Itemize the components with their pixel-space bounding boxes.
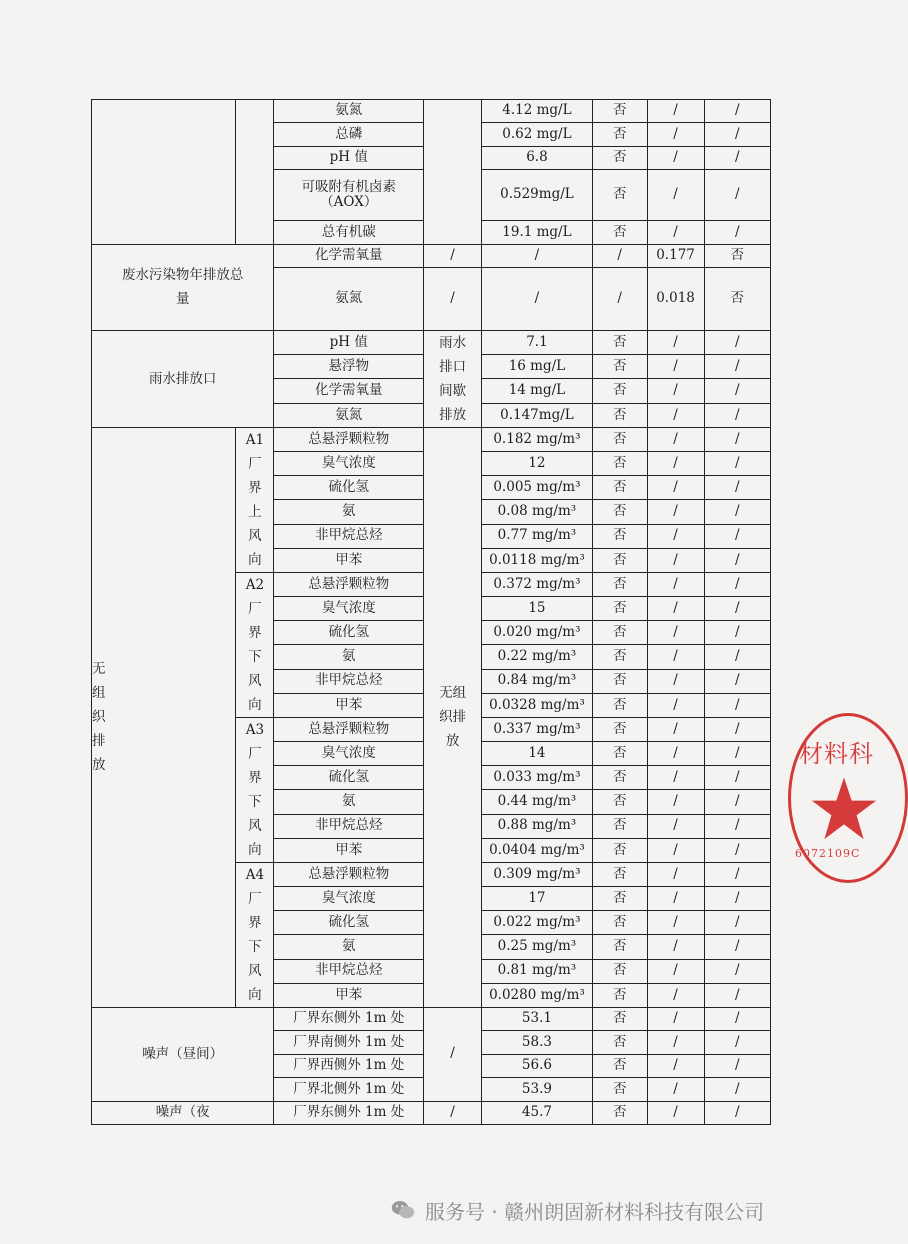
- exceed-cell: 否: [592, 427, 647, 451]
- value-cell: 0.033 mg/m³: [482, 766, 593, 790]
- std-cell: /: [647, 572, 704, 596]
- value-cell: 0.22 mg/m³: [482, 645, 593, 669]
- std-cell: /: [647, 717, 704, 741]
- value-cell: 0.81 mg/m³: [482, 959, 593, 983]
- std-cell: /: [647, 742, 704, 766]
- std-cell: /: [647, 838, 704, 862]
- other-cell: /: [704, 123, 770, 146]
- mode-cell: /: [424, 1101, 482, 1124]
- table-row: [92, 427, 771, 451]
- table-row: [92, 100, 771, 123]
- other-cell: /: [704, 717, 770, 741]
- item-cell: 甲苯: [274, 838, 424, 862]
- std-cell: /: [647, 379, 704, 403]
- exceed-cell: 否: [592, 452, 647, 476]
- std-cell: /: [647, 548, 704, 572]
- item-cell: 氨: [274, 935, 424, 959]
- std-cell: /: [647, 330, 704, 354]
- mode-cell: 无组织排放: [424, 427, 482, 1007]
- other-cell: /: [704, 524, 770, 548]
- other-cell: /: [704, 100, 770, 123]
- table-row: [92, 244, 771, 267]
- value-cell: 0.0404 mg/m³: [482, 838, 593, 862]
- item-cell: 厂界北侧外 1m 处: [274, 1078, 424, 1101]
- category-cell: [92, 100, 236, 245]
- table-row: [92, 1101, 771, 1124]
- company-seal: [788, 713, 908, 883]
- item-cell: 可吸附有机卤素（AOX）: [274, 170, 424, 221]
- item-cell: 非甲烷总烃: [274, 959, 424, 983]
- value-cell: 0.0328 mg/m³: [482, 693, 593, 717]
- item-cell: 厂界西侧外 1m 处: [274, 1054, 424, 1077]
- mode-cell: 雨水排口间歇排放: [424, 330, 482, 427]
- other-cell: /: [704, 911, 770, 935]
- value-cell: 0.84 mg/m³: [482, 669, 593, 693]
- value-cell: 0.309 mg/m³: [482, 862, 593, 886]
- other-cell: /: [704, 403, 770, 427]
- other-cell: /: [704, 500, 770, 524]
- value-cell: 45.7: [482, 1101, 593, 1124]
- other-cell: /: [704, 983, 770, 1007]
- std-cell: /: [647, 935, 704, 959]
- value-cell: 0.182 mg/m³: [482, 427, 593, 451]
- exceed-cell: 否: [592, 355, 647, 379]
- value-cell: 58.3: [482, 1031, 593, 1054]
- star-icon: [809, 774, 879, 844]
- item-cell: 总悬浮颗粒物: [274, 427, 424, 451]
- std-cell: /: [647, 862, 704, 886]
- other-cell: /: [704, 379, 770, 403]
- other-cell: /: [704, 1054, 770, 1077]
- exceed-cell: 否: [592, 1101, 647, 1124]
- mode-cell: [424, 100, 482, 245]
- value-cell: 17: [482, 887, 593, 911]
- exceed-cell: 否: [592, 572, 647, 596]
- exceed-cell: 否: [592, 548, 647, 572]
- std-cell: /: [647, 790, 704, 814]
- other-cell: /: [704, 452, 770, 476]
- std-cell: 0.018: [647, 267, 704, 330]
- other-cell: /: [704, 935, 770, 959]
- other-cell: /: [704, 621, 770, 645]
- std-cell: /: [647, 911, 704, 935]
- value-cell: 56.6: [482, 1054, 593, 1077]
- exceed-cell: 否: [592, 838, 647, 862]
- value-cell: 0.77 mg/m³: [482, 524, 593, 548]
- std-cell: /: [647, 123, 704, 146]
- std-cell: /: [647, 100, 704, 123]
- value-cell: 0.005 mg/m³: [482, 476, 593, 500]
- item-cell: 甲苯: [274, 548, 424, 572]
- item-cell: 总悬浮颗粒物: [274, 862, 424, 886]
- item-cell: 非甲烷总烃: [274, 814, 424, 838]
- std-cell: /: [647, 221, 704, 244]
- mode-cell: /: [424, 1007, 482, 1101]
- std-cell: /: [647, 621, 704, 645]
- other-cell: /: [704, 814, 770, 838]
- value-cell: 4.12 mg/L: [482, 100, 593, 123]
- value-cell: /: [482, 267, 593, 330]
- item-cell: 总悬浮颗粒物: [274, 572, 424, 596]
- item-cell: 臭气浓度: [274, 597, 424, 621]
- exceed-cell: 否: [592, 330, 647, 354]
- value-cell: 0.62 mg/L: [482, 123, 593, 146]
- exceed-cell: /: [592, 267, 647, 330]
- exceed-cell: 否: [592, 790, 647, 814]
- other-cell: 否: [704, 244, 770, 267]
- other-cell: /: [704, 959, 770, 983]
- value-cell: 0.08 mg/m³: [482, 500, 593, 524]
- std-cell: /: [647, 645, 704, 669]
- std-cell: /: [647, 669, 704, 693]
- exceed-cell: 否: [592, 500, 647, 524]
- exceed-cell: 否: [592, 597, 647, 621]
- item-cell: 甲苯: [274, 693, 424, 717]
- std-cell: /: [647, 1078, 704, 1101]
- exceed-cell: 否: [592, 1007, 647, 1030]
- category-cell: 无组织排放: [92, 427, 236, 1007]
- exceed-cell: 否: [592, 379, 647, 403]
- exceed-cell: 否: [592, 742, 647, 766]
- exceed-cell: 否: [592, 814, 647, 838]
- item-cell: 硫化氢: [274, 476, 424, 500]
- value-cell: 7.1: [482, 330, 593, 354]
- std-cell: /: [647, 597, 704, 621]
- point-cell: A2厂界下风向: [236, 572, 274, 717]
- value-cell: 53.9: [482, 1078, 593, 1101]
- mode-cell: /: [424, 244, 482, 267]
- mode-cell: /: [424, 267, 482, 330]
- item-cell: 非甲烷总烃: [274, 669, 424, 693]
- item-cell: 总悬浮颗粒物: [274, 717, 424, 741]
- point-cell: A1厂界上风向: [236, 427, 274, 572]
- exceed-cell: 否: [592, 935, 647, 959]
- exceed-cell: 否: [592, 1078, 647, 1101]
- item-cell: pH 值: [274, 146, 424, 169]
- category-cell: 废水污染物年排放总量: [92, 244, 274, 330]
- value-cell: 0.020 mg/m³: [482, 621, 593, 645]
- footer-watermark: [391, 1196, 764, 1224]
- seal-top-text: 材料科: [799, 740, 874, 768]
- item-cell: 悬浮物: [274, 355, 424, 379]
- other-cell: /: [704, 742, 770, 766]
- item-cell: 氨氮: [274, 267, 424, 330]
- value-cell: 0.147mg/L: [482, 403, 593, 427]
- value-cell: 12: [482, 452, 593, 476]
- std-cell: /: [647, 766, 704, 790]
- category-cell: 雨水排放口: [92, 330, 274, 427]
- item-cell: 厂界东侧外 1m 处: [274, 1007, 424, 1030]
- item-cell: 臭气浓度: [274, 452, 424, 476]
- exceed-cell: 否: [592, 524, 647, 548]
- value-cell: 19.1 mg/L: [482, 221, 593, 244]
- value-cell: 0.337 mg/m³: [482, 717, 593, 741]
- exceed-cell: /: [592, 244, 647, 267]
- std-cell: /: [647, 170, 704, 221]
- std-cell: /: [647, 693, 704, 717]
- exceed-cell: 否: [592, 766, 647, 790]
- point-cell: A4厂界下风向: [236, 862, 274, 1007]
- item-cell: 氨氮: [274, 100, 424, 123]
- exceed-cell: 否: [592, 476, 647, 500]
- exceed-cell: 否: [592, 645, 647, 669]
- value-cell: 0.25 mg/m³: [482, 935, 593, 959]
- std-cell: /: [647, 476, 704, 500]
- exceed-cell: 否: [592, 717, 647, 741]
- item-cell: 甲苯: [274, 983, 424, 1007]
- exceed-cell: 否: [592, 693, 647, 717]
- exceed-cell: 否: [592, 862, 647, 886]
- other-cell: /: [704, 476, 770, 500]
- item-cell: 非甲烷总烃: [274, 524, 424, 548]
- std-cell: /: [647, 1101, 704, 1124]
- other-cell: /: [704, 330, 770, 354]
- value-cell: 0.0118 mg/m³: [482, 548, 593, 572]
- table-row: [92, 1007, 771, 1030]
- other-cell: /: [704, 1031, 770, 1054]
- std-cell: /: [647, 983, 704, 1007]
- item-cell: 硫化氢: [274, 621, 424, 645]
- point-cell: A3厂界下风向: [236, 717, 274, 862]
- exceed-cell: 否: [592, 403, 647, 427]
- other-cell: /: [704, 645, 770, 669]
- exceed-cell: 否: [592, 887, 647, 911]
- std-cell: 0.177: [647, 244, 704, 267]
- std-cell: /: [647, 500, 704, 524]
- exceed-cell: 否: [592, 170, 647, 221]
- other-cell: /: [704, 427, 770, 451]
- value-cell: 0.022 mg/m³: [482, 911, 593, 935]
- value-cell: 14 mg/L: [482, 379, 593, 403]
- item-cell: 硫化氢: [274, 911, 424, 935]
- exceed-cell: 否: [592, 100, 647, 123]
- other-cell: /: [704, 355, 770, 379]
- other-cell: /: [704, 862, 770, 886]
- value-cell: 6.8: [482, 146, 593, 169]
- exceed-cell: 否: [592, 123, 647, 146]
- item-cell: 总有机碳: [274, 221, 424, 244]
- other-cell: /: [704, 597, 770, 621]
- value-cell: 0.529mg/L: [482, 170, 593, 221]
- value-cell: 0.0280 mg/m³: [482, 983, 593, 1007]
- item-cell: 化学需氧量: [274, 244, 424, 267]
- item-cell: 硫化氢: [274, 766, 424, 790]
- other-cell: /: [704, 790, 770, 814]
- seal-bottom-text: 6072109C: [795, 847, 861, 860]
- value-cell: 0.372 mg/m³: [482, 572, 593, 596]
- value-cell: 0.44 mg/m³: [482, 790, 593, 814]
- other-cell: /: [704, 572, 770, 596]
- std-cell: /: [647, 355, 704, 379]
- table-row: [92, 330, 771, 354]
- other-cell: /: [704, 1101, 770, 1124]
- item-cell: 臭气浓度: [274, 742, 424, 766]
- item-cell: 厂界东侧外 1m 处: [274, 1101, 424, 1124]
- std-cell: /: [647, 146, 704, 169]
- value-cell: 15: [482, 597, 593, 621]
- other-cell: 否: [704, 267, 770, 330]
- std-cell: /: [647, 1054, 704, 1077]
- item-cell: 化学需氧量: [274, 379, 424, 403]
- value-cell: 53.1: [482, 1007, 593, 1030]
- point-cell: [236, 100, 274, 245]
- std-cell: /: [647, 427, 704, 451]
- other-cell: /: [704, 1078, 770, 1101]
- exceed-cell: 否: [592, 911, 647, 935]
- other-cell: /: [704, 548, 770, 572]
- item-cell: 臭气浓度: [274, 887, 424, 911]
- footer-text: 服务号 · 赣州朗固新材料科技有限公司: [425, 1199, 765, 1224]
- value-cell: /: [482, 244, 593, 267]
- exceed-cell: 否: [592, 1031, 647, 1054]
- std-cell: /: [647, 403, 704, 427]
- other-cell: /: [704, 766, 770, 790]
- value-cell: 0.88 mg/m³: [482, 814, 593, 838]
- value-cell: 14: [482, 742, 593, 766]
- monitoring-results-table: [91, 99, 771, 1125]
- item-cell: 厂界南侧外 1m 处: [274, 1031, 424, 1054]
- std-cell: /: [647, 814, 704, 838]
- std-cell: /: [647, 524, 704, 548]
- exceed-cell: 否: [592, 669, 647, 693]
- exceed-cell: 否: [592, 146, 647, 169]
- exceed-cell: 否: [592, 1054, 647, 1077]
- std-cell: /: [647, 959, 704, 983]
- std-cell: /: [647, 1007, 704, 1030]
- value-cell: 16 mg/L: [482, 355, 593, 379]
- other-cell: /: [704, 669, 770, 693]
- item-cell: pH 值: [274, 330, 424, 354]
- other-cell: /: [704, 146, 770, 169]
- exceed-cell: 否: [592, 959, 647, 983]
- other-cell: /: [704, 1007, 770, 1030]
- other-cell: /: [704, 170, 770, 221]
- exceed-cell: 否: [592, 221, 647, 244]
- exceed-cell: 否: [592, 621, 647, 645]
- std-cell: /: [647, 1031, 704, 1054]
- other-cell: /: [704, 221, 770, 244]
- wechat-icon: [391, 1200, 415, 1220]
- item-cell: 总磷: [274, 123, 424, 146]
- other-cell: /: [704, 887, 770, 911]
- std-cell: /: [647, 452, 704, 476]
- item-cell: 氨: [274, 790, 424, 814]
- item-cell: 氨: [274, 500, 424, 524]
- item-cell: 氨: [274, 645, 424, 669]
- item-cell: 氨氮: [274, 403, 424, 427]
- other-cell: /: [704, 838, 770, 862]
- category-cell: 噪声（夜: [92, 1101, 274, 1124]
- std-cell: /: [647, 887, 704, 911]
- exceed-cell: 否: [592, 983, 647, 1007]
- category-cell: 噪声（昼间）: [92, 1007, 274, 1101]
- other-cell: /: [704, 693, 770, 717]
